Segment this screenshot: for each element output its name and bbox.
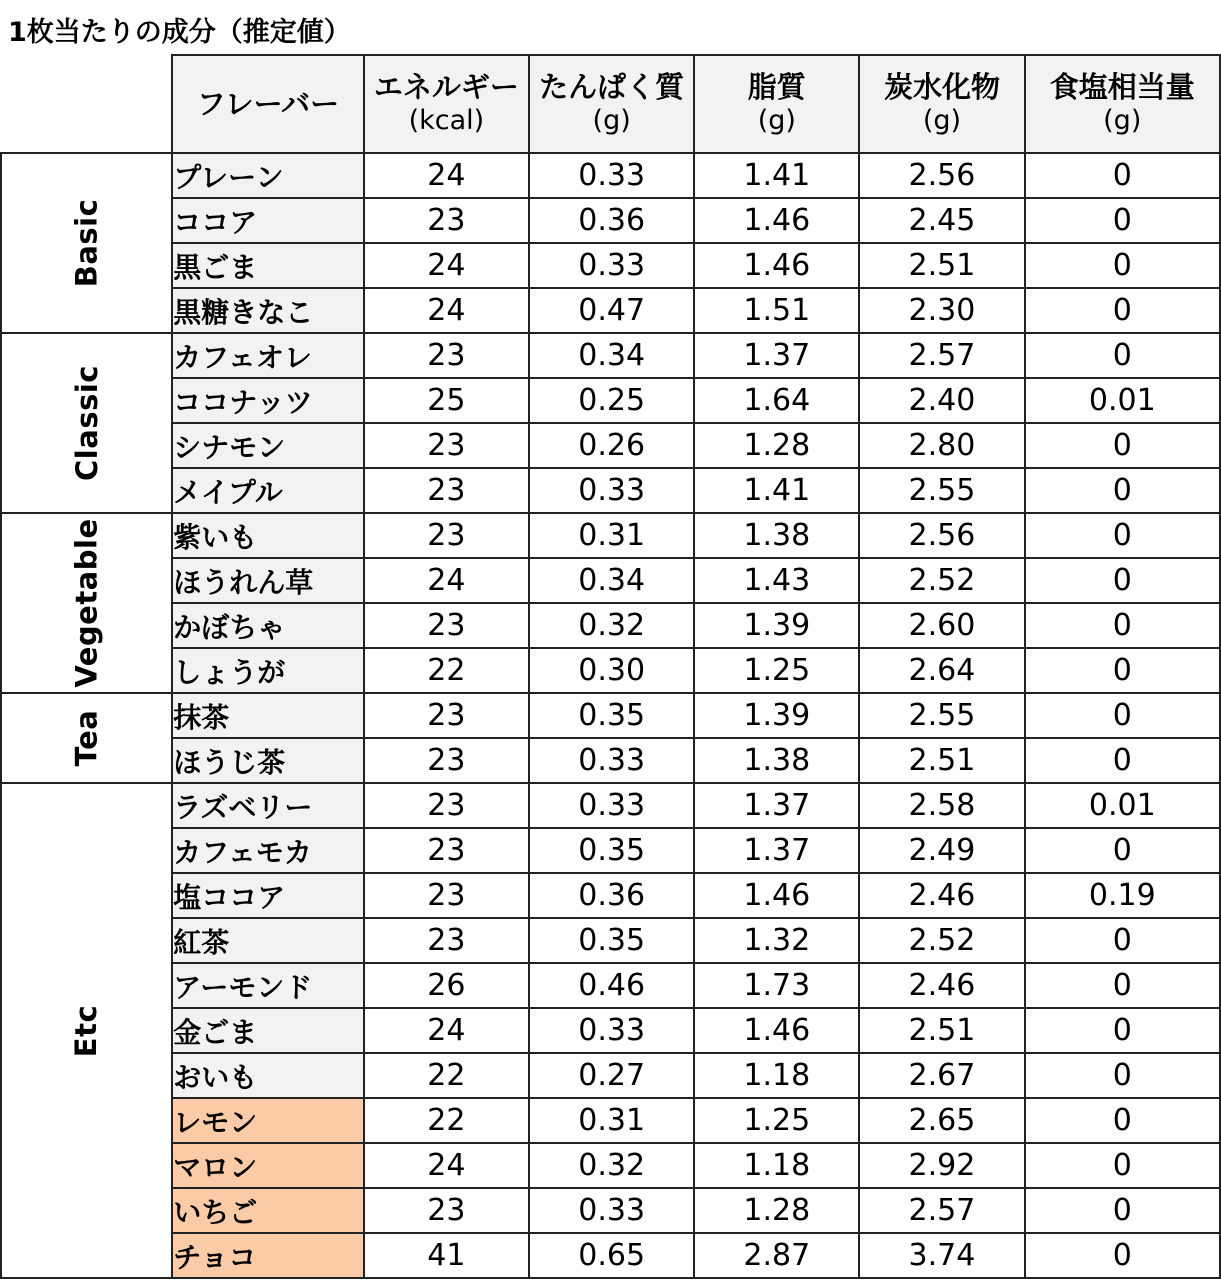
- group-cell-vegetable: [1, 513, 172, 693]
- header-fat: [694, 55, 859, 153]
- carbs-cell: 2.51: [859, 1008, 1024, 1053]
- page-title: 1枚当たりの成分（推定値）: [8, 17, 351, 48]
- carbs-cell: 2.46: [859, 963, 1024, 1008]
- salt-cell: 0: [1025, 423, 1220, 468]
- carbs-cell: 2.51: [859, 243, 1024, 288]
- header-energy: [364, 55, 529, 153]
- group-label: Classic: [69, 365, 104, 481]
- group-cell-etc: [1, 783, 172, 1278]
- carbs-cell: 2.46: [859, 873, 1024, 918]
- header-flavor: [172, 55, 363, 153]
- flavor-cell: ほうれん草: [172, 558, 363, 603]
- salt-cell: 0: [1025, 603, 1220, 648]
- fat-cell: 1.46: [694, 243, 859, 288]
- energy-cell: 23: [364, 603, 529, 648]
- protein-cell: 0.33: [529, 783, 694, 828]
- table-row: [1, 423, 1220, 468]
- header-carbs: [859, 55, 1024, 153]
- fat-cell: 1.18: [694, 1143, 859, 1188]
- energy-cell: 23: [364, 828, 529, 873]
- salt-cell: 0: [1025, 738, 1220, 783]
- header-label: 炭水化物: [883, 70, 1000, 104]
- protein-cell: 0.33: [529, 468, 694, 513]
- flavor-cell: シナモン: [172, 423, 363, 468]
- flavor-cell: 紫いも: [172, 513, 363, 558]
- table-row: [1, 333, 1220, 378]
- salt-cell: 0.01: [1025, 378, 1220, 423]
- protein-cell: 0.36: [529, 198, 694, 243]
- header-label: 脂質: [747, 70, 806, 104]
- protein-cell: 0.27: [529, 1053, 694, 1098]
- table-row: [1, 1233, 1220, 1278]
- group-label: Vegetable: [69, 518, 104, 688]
- header-label: 食塩相当量: [1049, 70, 1195, 104]
- group-cell-classic: [1, 333, 172, 513]
- energy-cell: 23: [364, 468, 529, 513]
- carbs-cell: 2.51: [859, 738, 1024, 783]
- flavor-cell: しょうが: [172, 648, 363, 693]
- fat-cell: 1.18: [694, 1053, 859, 1098]
- flavor-cell: ココア: [172, 198, 363, 243]
- header-row: [1, 55, 1220, 153]
- table-row: [1, 828, 1220, 873]
- carbs-cell: 2.60: [859, 603, 1024, 648]
- protein-cell: 0.46: [529, 963, 694, 1008]
- protein-cell: 0.34: [529, 333, 694, 378]
- protein-cell: 0.33: [529, 153, 694, 198]
- table-row: [1, 603, 1220, 648]
- header-protein: [529, 55, 694, 153]
- protein-cell: 0.30: [529, 648, 694, 693]
- energy-cell: 22: [364, 1053, 529, 1098]
- energy-cell: 23: [364, 693, 529, 738]
- energy-cell: 23: [364, 1188, 529, 1233]
- salt-cell: 0: [1025, 693, 1220, 738]
- table-body: [1, 153, 1220, 1278]
- corner-cell: [1, 55, 172, 153]
- fat-cell: 1.25: [694, 1098, 859, 1143]
- fat-cell: 1.43: [694, 558, 859, 603]
- header-unit: (g): [757, 105, 796, 136]
- energy-cell: 23: [364, 198, 529, 243]
- protein-cell: 0.33: [529, 1008, 694, 1053]
- energy-cell: 24: [364, 558, 529, 603]
- protein-cell: 0.36: [529, 873, 694, 918]
- salt-cell: 0: [1025, 513, 1220, 558]
- protein-cell: 0.32: [529, 603, 694, 648]
- flavor-cell: ほうじ茶: [172, 738, 363, 783]
- salt-cell: 0: [1025, 1098, 1220, 1143]
- table-row: [1, 243, 1220, 288]
- energy-cell: 24: [364, 1008, 529, 1053]
- fat-cell: 1.37: [694, 783, 859, 828]
- flavor-cell: レモン: [172, 1098, 363, 1143]
- fat-cell: 1.73: [694, 963, 859, 1008]
- flavor-cell: 塩ココア: [172, 873, 363, 918]
- fat-cell: 2.87: [694, 1233, 859, 1278]
- energy-cell: 23: [364, 513, 529, 558]
- table-row: [1, 1098, 1220, 1143]
- salt-cell: 0: [1025, 333, 1220, 378]
- fat-cell: 1.28: [694, 423, 859, 468]
- energy-cell: 23: [364, 333, 529, 378]
- flavor-cell: おいも: [172, 1053, 363, 1098]
- energy-cell: 26: [364, 963, 529, 1008]
- fat-cell: 1.46: [694, 1008, 859, 1053]
- fat-cell: 1.28: [694, 1188, 859, 1233]
- table-row: [1, 1053, 1220, 1098]
- carbs-cell: 2.80: [859, 423, 1024, 468]
- salt-cell: 0: [1025, 153, 1220, 198]
- salt-cell: 0: [1025, 558, 1220, 603]
- protein-cell: 0.25: [529, 378, 694, 423]
- header-label: たんぱく質: [539, 70, 685, 104]
- table-row: [1, 288, 1220, 333]
- fat-cell: 1.46: [694, 873, 859, 918]
- carbs-cell: 2.52: [859, 558, 1024, 603]
- header-unit: (g): [1103, 105, 1142, 136]
- salt-cell: 0: [1025, 963, 1220, 1008]
- energy-cell: 24: [364, 243, 529, 288]
- flavor-cell: カフェオレ: [172, 333, 363, 378]
- fat-cell: 1.25: [694, 648, 859, 693]
- flavor-cell: メイプル: [172, 468, 363, 513]
- group-label: Tea: [69, 709, 104, 767]
- protein-cell: 0.47: [529, 288, 694, 333]
- flavor-cell: チョコ: [172, 1233, 363, 1278]
- energy-cell: 23: [364, 918, 529, 963]
- table-row: [1, 738, 1220, 783]
- table-row: [1, 1008, 1220, 1053]
- flavor-cell: 黒ごま: [172, 243, 363, 288]
- energy-cell: 41: [364, 1233, 529, 1278]
- flavor-cell: ラズベリー: [172, 783, 363, 828]
- carbs-cell: 2.67: [859, 1053, 1024, 1098]
- salt-cell: 0: [1025, 198, 1220, 243]
- header-unit: (kcal): [408, 105, 485, 136]
- flavor-cell: マロン: [172, 1143, 363, 1188]
- protein-cell: 0.31: [529, 1098, 694, 1143]
- group-cell-tea: [1, 693, 172, 783]
- fat-cell: 1.46: [694, 198, 859, 243]
- protein-cell: 0.33: [529, 738, 694, 783]
- salt-cell: 0: [1025, 1233, 1220, 1278]
- carbs-cell: 2.64: [859, 648, 1024, 693]
- fat-cell: 1.64: [694, 378, 859, 423]
- fat-cell: 1.38: [694, 513, 859, 558]
- carbs-cell: 2.45: [859, 198, 1024, 243]
- carbs-cell: 2.65: [859, 1098, 1024, 1143]
- carbs-cell: 3.74: [859, 1233, 1024, 1278]
- carbs-cell: 2.52: [859, 918, 1024, 963]
- flavor-cell: 抹茶: [172, 693, 363, 738]
- salt-cell: 0: [1025, 918, 1220, 963]
- energy-cell: 23: [364, 423, 529, 468]
- table-row: [1, 513, 1220, 558]
- carbs-cell: 2.40: [859, 378, 1024, 423]
- carbs-cell: 2.58: [859, 783, 1024, 828]
- carbs-cell: 2.49: [859, 828, 1024, 873]
- fat-cell: 1.37: [694, 333, 859, 378]
- carbs-cell: 2.57: [859, 333, 1024, 378]
- salt-cell: 0: [1025, 648, 1220, 693]
- protein-cell: 0.26: [529, 423, 694, 468]
- energy-cell: 24: [364, 1143, 529, 1188]
- energy-cell: 22: [364, 1098, 529, 1143]
- salt-cell: 0: [1025, 243, 1220, 288]
- protein-cell: 0.32: [529, 1143, 694, 1188]
- protein-cell: 0.34: [529, 558, 694, 603]
- fat-cell: 1.37: [694, 828, 859, 873]
- fat-cell: 1.38: [694, 738, 859, 783]
- table-row: [1, 378, 1220, 423]
- table-row: [1, 873, 1220, 918]
- energy-cell: 24: [364, 153, 529, 198]
- fat-cell: 1.32: [694, 918, 859, 963]
- salt-cell: 0: [1025, 1188, 1220, 1233]
- energy-cell: 23: [364, 873, 529, 918]
- protein-cell: 0.35: [529, 828, 694, 873]
- fat-cell: 1.51: [694, 288, 859, 333]
- flavor-cell: 金ごま: [172, 1008, 363, 1053]
- fat-cell: 1.39: [694, 603, 859, 648]
- table-row: [1, 783, 1220, 828]
- protein-cell: 0.35: [529, 918, 694, 963]
- flavor-cell: プレーン: [172, 153, 363, 198]
- flavor-cell: アーモンド: [172, 963, 363, 1008]
- group-label: Basic: [69, 198, 104, 288]
- flavor-cell: 黒糖きなこ: [172, 288, 363, 333]
- salt-cell: 0: [1025, 1053, 1220, 1098]
- table-row: [1, 963, 1220, 1008]
- group-cell-basic: [1, 153, 172, 333]
- energy-cell: 22: [364, 648, 529, 693]
- table-row: [1, 1188, 1220, 1233]
- fat-cell: 1.39: [694, 693, 859, 738]
- energy-cell: 25: [364, 378, 529, 423]
- header-unit: (g): [922, 105, 962, 136]
- header-unit: (g): [592, 105, 631, 136]
- fat-cell: 1.41: [694, 468, 859, 513]
- flavor-cell: ココナッツ: [172, 378, 363, 423]
- salt-cell: 0: [1025, 1008, 1220, 1053]
- salt-cell: 0: [1025, 1143, 1220, 1188]
- fat-cell: 1.41: [694, 153, 859, 198]
- carbs-cell: 2.30: [859, 288, 1024, 333]
- salt-cell: 0.01: [1025, 783, 1220, 828]
- table-row: [1, 693, 1220, 738]
- flavor-cell: 紅茶: [172, 918, 363, 963]
- table-row: [1, 468, 1220, 513]
- table-row: [1, 153, 1220, 198]
- protein-cell: 0.33: [529, 243, 694, 288]
- flavor-cell: カフェモカ: [172, 828, 363, 873]
- carbs-cell: 2.55: [859, 693, 1024, 738]
- table-row: [1, 648, 1220, 693]
- table-row: [1, 198, 1220, 243]
- protein-cell: 0.31: [529, 513, 694, 558]
- table-row: [1, 1143, 1220, 1188]
- salt-cell: 0.19: [1025, 873, 1220, 918]
- table-row: [1, 558, 1220, 603]
- flavor-cell: いちご: [172, 1188, 363, 1233]
- energy-cell: 24: [364, 288, 529, 333]
- energy-cell: 23: [364, 738, 529, 783]
- salt-cell: 0: [1025, 468, 1220, 513]
- carbs-cell: 2.56: [859, 513, 1024, 558]
- protein-cell: 0.35: [529, 693, 694, 738]
- table-row: [1, 918, 1220, 963]
- protein-cell: 0.33: [529, 1188, 694, 1233]
- group-label: Etc: [69, 1004, 104, 1057]
- flavor-cell: かぼちゃ: [172, 603, 363, 648]
- salt-cell: 0: [1025, 828, 1220, 873]
- carbs-cell: 2.92: [859, 1143, 1024, 1188]
- energy-cell: 23: [364, 783, 529, 828]
- nutrition-table: [0, 54, 1221, 1279]
- protein-cell: 0.65: [529, 1233, 694, 1278]
- carbs-cell: 2.56: [859, 153, 1024, 198]
- header-salt: [1025, 55, 1220, 153]
- carbs-cell: 2.57: [859, 1188, 1024, 1233]
- header-label: フレーバー: [196, 87, 340, 121]
- carbs-cell: 2.55: [859, 468, 1024, 513]
- salt-cell: 0: [1025, 288, 1220, 333]
- header-label: エネルギー: [373, 70, 519, 104]
